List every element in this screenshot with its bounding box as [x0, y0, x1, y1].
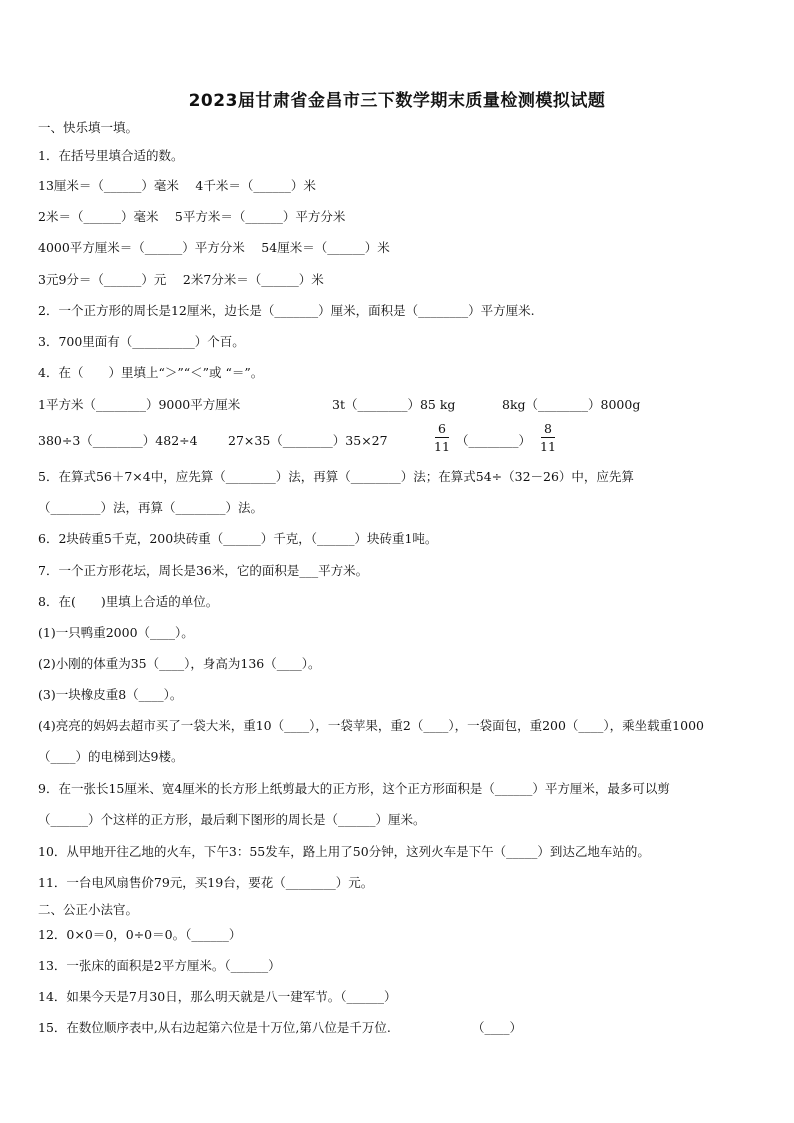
section-heading-1: 一、快乐填一填。	[38, 120, 139, 135]
question-15: 15．在数位顺序表中,从右边起第六位是十万位,第八位是千万位.	[38, 1020, 391, 1035]
fraction-denominator: 11	[434, 439, 450, 454]
question-1-row-1: 13厘米＝（______）毫米 4千米＝（______）米	[38, 178, 316, 193]
question-4-item-2: 3t（________）85 kg	[332, 397, 456, 412]
question-1: 1．在括号里填合适的数。	[38, 148, 184, 163]
question-4-item-3: 8kg（________）8000g	[502, 397, 641, 412]
page-title: 2023届甘肃省金昌市三下数学期末质量检测模拟试题	[188, 91, 606, 111]
question-1-row-2: 2米＝（______）毫米 5平方米＝（______）平方分米	[38, 209, 346, 224]
fraction-eight-elevenths	[540, 421, 556, 454]
question-12: 12．0×0＝0，0÷0＝0。（______）	[38, 927, 242, 942]
question-4-item-5: 27×35（________）35×27	[228, 433, 388, 448]
question-1-row-4: 3元9分＝（______）元 2米7分米＝（______）米	[38, 272, 324, 287]
question-15-blank: （____）	[472, 1020, 523, 1035]
question-3: 3．700里面有（__________）个百。	[38, 334, 245, 349]
fraction-denominator: 11	[540, 439, 556, 454]
question-8-part-1: (1)一只鸭重2000（____）。	[38, 625, 194, 640]
fraction-six-elevenths	[434, 421, 450, 454]
fraction-bar	[435, 437, 449, 438]
question-14: 14．如果今天是7月30日，那么明天就是八一建军节。（______）	[38, 989, 397, 1004]
question-8: 8．在( )里填上合适的单位。	[38, 594, 219, 609]
question-4: 4．在（ ）里填上“＞”“＜”或 “＝”。	[38, 365, 264, 380]
question-8-part-3: (3)一块橡皮重8（____）。	[38, 687, 183, 702]
question-11: 11．一台电风扇售价79元，买19台，要花（________）元。	[38, 875, 374, 890]
question-4-fraction-blank: （________）	[456, 433, 532, 448]
fraction-numerator: 8	[543, 421, 552, 436]
question-6: 6．2块砖重5千克，200块砖重（______）千克，（______）块砖重1吨。	[38, 531, 438, 546]
question-8-part-4-line-1: (4)亮亮的妈妈去超市买了一袋大米，重10（____），一袋苹果，重2（____），一袋面包，重200（____），乘坐载重1000	[38, 718, 704, 733]
question-7: 7．一个正方形花坛，周长是36米，它的面积是___平方米。	[38, 563, 369, 578]
question-4-item-4: 380÷3（________）482÷4	[38, 433, 198, 448]
question-8-part-2: (2)小刚的体重为35（____），身高为136（____）。	[38, 656, 321, 671]
question-4-item-1: 1平方米（________）9000平方厘米	[38, 397, 241, 412]
question-5-line-2: （________）法，再算（________）法。	[38, 500, 264, 515]
question-1-row-3: 4000平方厘米＝（______）平方分米 54厘米＝（______）米	[38, 240, 390, 255]
question-2: 2．一个正方形的周长是12厘米，边长是（_______）厘米，面积是（________）平方厘米.	[38, 303, 535, 318]
question-10: 10．从甲地开往乙地的火车，下午3：55发车，路上用了50分钟，这列火车是下午（_____）到达乙地车站的。	[38, 844, 650, 859]
question-13: 13．一张床的面积是2平方厘米。（______）	[38, 958, 281, 973]
question-5-line-1: 5．在算式56＋7×4中，应先算（________）法，再算（________）法；在算式54÷（32－26）中，应先算	[38, 469, 634, 484]
question-9-line-2: （______）个这样的正方形，最后剩下图形的周长是（______）厘米。	[38, 812, 426, 827]
question-9-line-1: 9．在一张长15厘米、宽4厘米的长方形上纸剪最大的正方形，这个正方形面积是（______）平方厘米，最多可以剪	[38, 781, 670, 796]
fraction-numerator: 6	[437, 421, 446, 436]
section-heading-2: 二、公正小法官。	[38, 902, 139, 917]
fraction-bar	[541, 437, 555, 438]
question-8-part-4-line-2: （____）的电梯到达9楼。	[38, 749, 184, 764]
